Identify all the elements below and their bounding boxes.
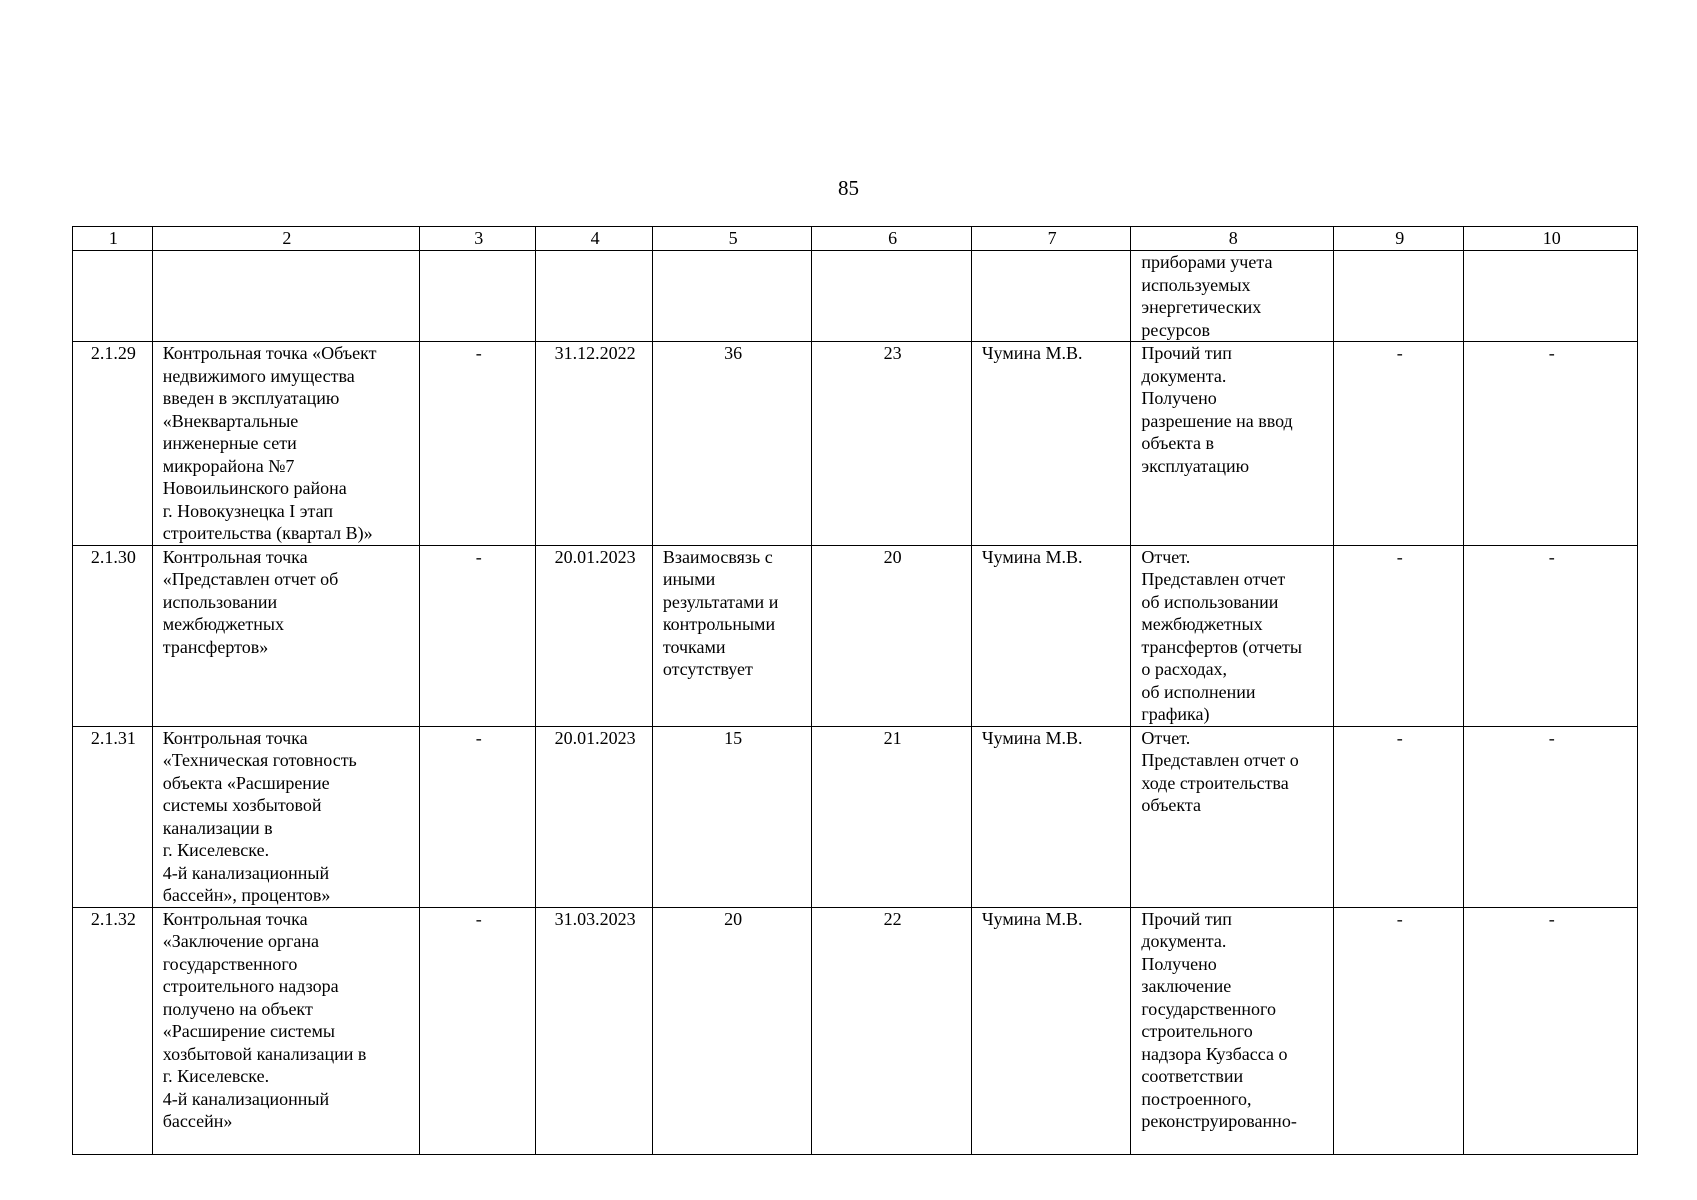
- cell-col6: 23: [812, 342, 972, 546]
- cell-name: Контрольная точка «Представлен отчет об использовании межбюджетных трансфертов»: [152, 545, 419, 726]
- cell-col9: -: [1334, 342, 1464, 546]
- cell-name: Контрольная точка «Заключение органа государственного строительного надзора получено на объект «Расширение системы хозбытовой канализации в г. Киселевске. 4-й канализационный бассейн»: [152, 907, 419, 1154]
- cell-number: 2.1.30: [73, 545, 153, 726]
- cell-col5: 20: [652, 907, 812, 1154]
- table-header-row: [73, 227, 1638, 251]
- column-header: 1: [73, 227, 153, 251]
- cell-document: Отчет. Представлен отчет об использовании межбюджетных трансфертов (отчеты о расходах, об исполнении графика): [1131, 545, 1334, 726]
- table-row: [73, 907, 1638, 1154]
- column-header: 8: [1131, 227, 1334, 251]
- cell-col10: -: [1464, 726, 1638, 907]
- cell-date: 31.12.2022: [536, 342, 652, 546]
- cell-responsible: [971, 251, 1131, 342]
- cell-responsible: Чумина М.В.: [971, 726, 1131, 907]
- cell-col5: 15: [652, 726, 812, 907]
- cell-col6: 20: [812, 545, 972, 726]
- cell-col10: -: [1464, 907, 1638, 1154]
- cell-col6: 21: [812, 726, 972, 907]
- cell-responsible: Чумина М.В.: [971, 907, 1131, 1154]
- table-row: [73, 726, 1638, 907]
- cell-number: 2.1.32: [73, 907, 153, 1154]
- table-row-continuation: [73, 251, 1638, 342]
- cell-number: [73, 251, 153, 342]
- cell-date: 20.01.2023: [536, 726, 652, 907]
- cell-col5: [652, 251, 812, 342]
- cell-col9: -: [1334, 726, 1464, 907]
- cell-col6: [812, 251, 972, 342]
- cell-name: [152, 251, 419, 342]
- cell-col3: -: [420, 342, 536, 546]
- cell-col3: -: [420, 907, 536, 1154]
- cell-number: 2.1.29: [73, 342, 153, 546]
- cell-col9: [1334, 251, 1464, 342]
- table-row: [73, 545, 1638, 726]
- cell-responsible: Чумина М.В.: [971, 342, 1131, 546]
- cell-col6: 22: [812, 907, 972, 1154]
- cell-col5: 36: [652, 342, 812, 546]
- cell-col10: [1464, 251, 1638, 342]
- cell-name: Контрольная точка «Объект недвижимого имущества введен в эксплуатацию «Внеквартальные инженерные сети микрорайона №7 Новоильинского района г. Новокузнецка I этап строительства (квартал В)»: [152, 342, 419, 546]
- table-row: [73, 342, 1638, 546]
- cell-col10: -: [1464, 342, 1638, 546]
- cell-document: Прочий тип документа. Получено разрешение на ввод объекта в эксплуатацию: [1131, 342, 1334, 546]
- cell-document: приборами учета используемых энергетических ресурсов: [1131, 251, 1334, 342]
- page-number: 85: [838, 176, 859, 200]
- cell-date: 20.01.2023: [536, 545, 652, 726]
- cell-col9: -: [1334, 545, 1464, 726]
- cell-date: [536, 251, 652, 342]
- cell-col5: Взаимосвязь с иными результатами и контрольными точками отсутствует: [652, 545, 812, 726]
- column-header: 6: [812, 227, 972, 251]
- cell-number: 2.1.31: [73, 726, 153, 907]
- column-header: 2: [152, 227, 419, 251]
- column-header: 4: [536, 227, 652, 251]
- cell-document: Прочий тип документа. Получено заключение государственного строительного надзора Кузбасса о соответствии построенного, реконструированно-: [1131, 907, 1334, 1154]
- cell-col9: -: [1334, 907, 1464, 1154]
- column-header: 3: [420, 227, 536, 251]
- cell-col3: -: [420, 545, 536, 726]
- cell-col3: -: [420, 726, 536, 907]
- column-header: 7: [971, 227, 1131, 251]
- cell-date: 31.03.2023: [536, 907, 652, 1154]
- column-header: 10: [1464, 227, 1638, 251]
- cell-responsible: Чумина М.В.: [971, 545, 1131, 726]
- cell-name: Контрольная точка «Техническая готовность объекта «Расширение системы хозбытовой канализации в г. Киселевске. 4-й канализационный бассейн», процентов»: [152, 726, 419, 907]
- cell-col3: [420, 251, 536, 342]
- control-points-table: [72, 226, 1638, 1155]
- cell-col10: -: [1464, 545, 1638, 726]
- cell-document: Отчет. Представлен отчет о ходе строительства объекта: [1131, 726, 1334, 907]
- column-header: 5: [652, 227, 812, 251]
- column-header: 9: [1334, 227, 1464, 251]
